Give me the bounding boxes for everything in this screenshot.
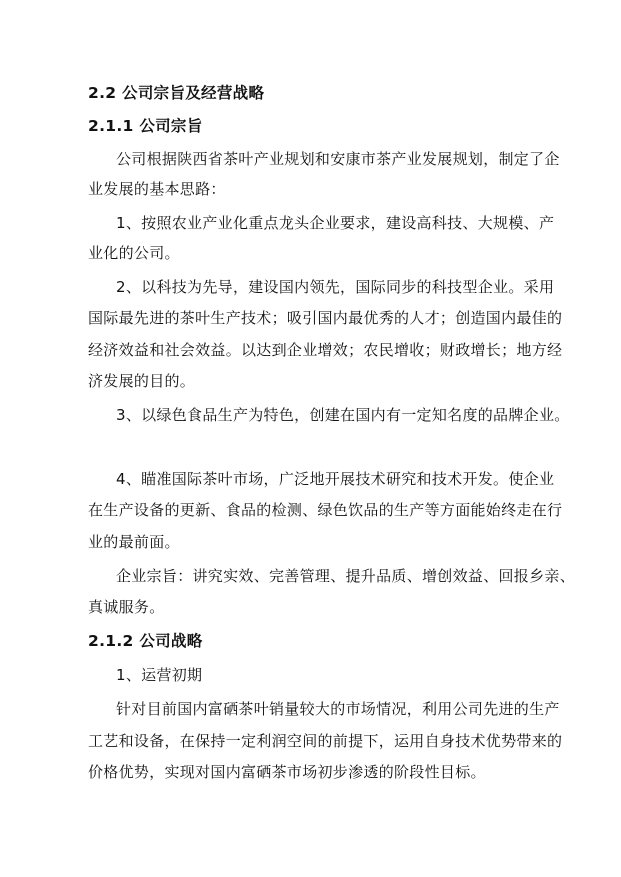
section-heading-2-1-1: 2.1.1 公司宗旨 bbox=[88, 117, 203, 135]
item1-line-1: 1、按照农业产业化重点龙头企业要求，建设高科技、大规模、产 bbox=[116, 214, 555, 232]
stage1-line-3: 价格优势，实现对国内富硒茶市场初步渗透的阶段性目标。 bbox=[88, 763, 486, 781]
intro-line-2: 业发展的基本思路： bbox=[88, 180, 226, 198]
stage1-line-2: 工艺和设备，在保持一定利润空间的前提下，运用自身技术优势带来的 bbox=[88, 732, 563, 750]
stage1-line-1: 针对目前国内富硒茶叶销量较大的市场情况，利用公司先进的生产 bbox=[116, 700, 560, 718]
item1-line-2: 业化的公司。 bbox=[88, 244, 180, 262]
item4-line-3: 业的最前面。 bbox=[88, 533, 180, 551]
item2-line-4: 济发展的目的。 bbox=[88, 372, 196, 390]
stage1-title: 1、运营初期 bbox=[116, 666, 203, 684]
section-heading-2-1-2: 2.1.2 公司战略 bbox=[88, 632, 203, 650]
section-heading-2-2: 2.2 公司宗旨及经营战略 bbox=[88, 84, 265, 102]
item2-line-1: 2、以科技为先导，建设国内领先，国际同步的科技型企业。采用 bbox=[116, 278, 555, 296]
item2-line-2: 国际最先进的茶叶生产技术；吸引国内最优秀的人才；创造国内最佳的 bbox=[88, 309, 563, 327]
tenet-line-2: 真诚服务。 bbox=[88, 598, 165, 616]
intro-line-1: 公司根据陕西省茶叶产业规划和安康市茶产业发展规划，制定了企 bbox=[116, 150, 560, 168]
item3-line-1: 3、以绿色食品生产为特色，创建在国内有一定知名度的品牌企业。 bbox=[116, 406, 570, 424]
item4-line-1: 4、瞄准国际茶叶市场，广泛地开展技术研究和技术开发。使企业 bbox=[116, 470, 555, 488]
tenet-line-1: 企业宗旨：讲究实效、完善管理、提升品质、增创效益、回报乡亲、 bbox=[116, 567, 576, 585]
item2-line-3: 经济效益和社会效益。以达到企业增效；农民增收；财政增长；地方经 bbox=[88, 341, 563, 359]
item4-line-2: 在生产设备的更新、食品的检测、绿色饮品的生产等方面能始终走在行 bbox=[88, 501, 563, 519]
